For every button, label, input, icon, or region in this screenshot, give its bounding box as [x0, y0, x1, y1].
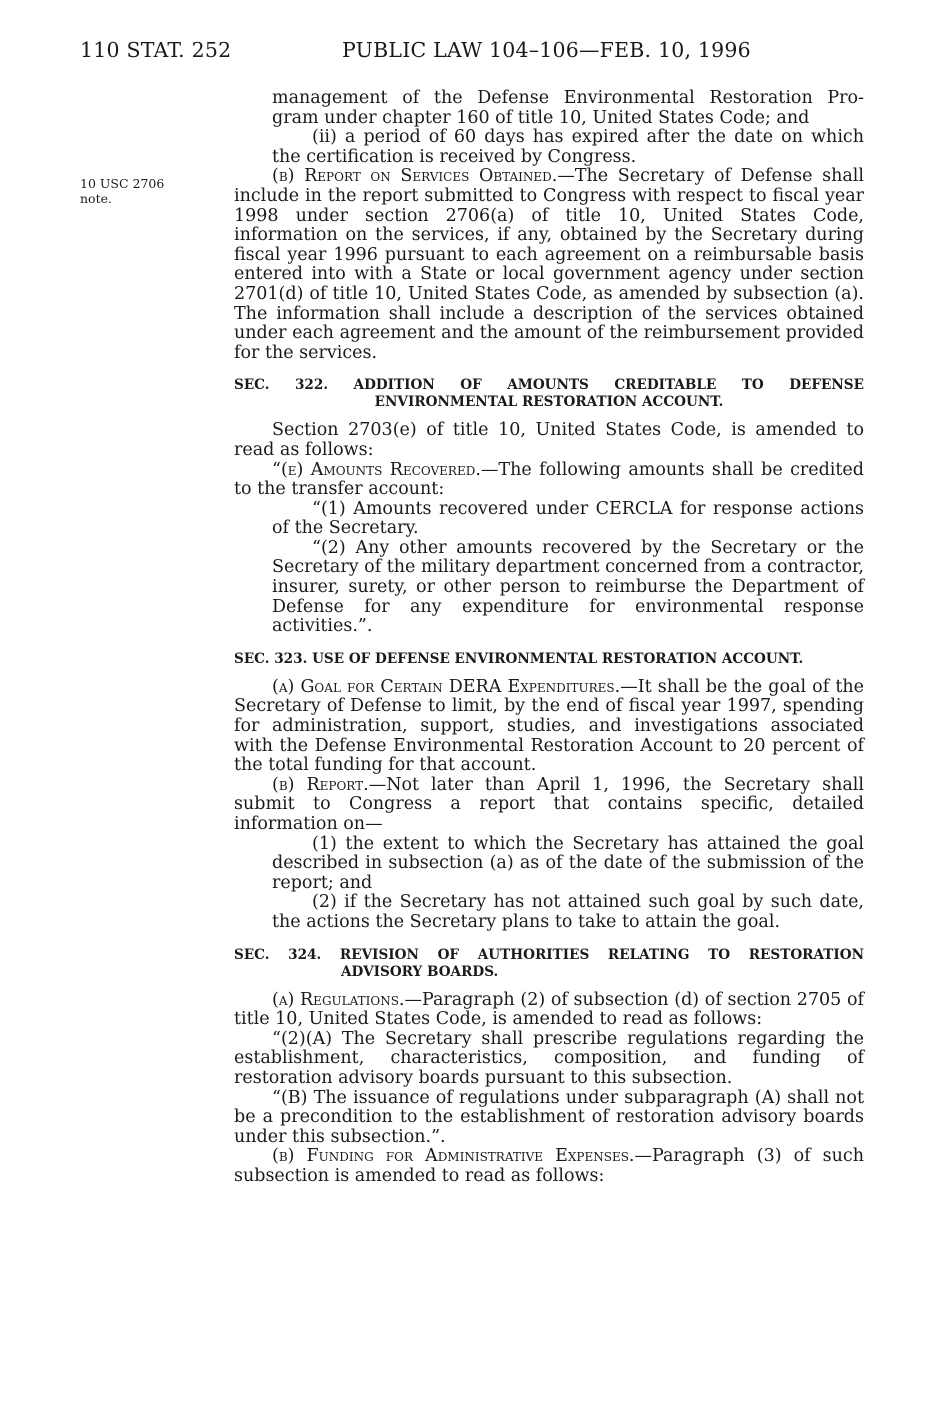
sec-324-a-text: —Paragraph (2) of subsection (d) of section 2705 of title 10, United States Code, is amended to read as follows:: [234, 989, 864, 1030]
sec-323-item-1: (1) the extent to which the Secretary has attained the goal described in subsection (a) as of the date of the submission of the report; and: [272, 833, 864, 893]
sec-324-heading: [234, 947, 864, 981]
law-title: PUBLIC LAW 104–106—FEB. 10, 1996: [342, 38, 751, 62]
sec-323-item-2: (2) if the Secretary has not attained such goal by such date, the actions the Secretary plans to take to attain the goal.: [272, 892, 864, 932]
sec-324-title-line2: ADVISORY BOARDS.: [341, 963, 499, 980]
sec-324-subsection-b: [234, 1147, 864, 1186]
cont-line-2: gram under chapter 160 of title 10, United States Code; and: [272, 107, 810, 128]
sec-322-title-line2: ENVIRONMENTAL RESTORATION ACCOUNT.: [374, 394, 724, 411]
sec-322-e-text: —The following amounts shall be credited to the transfer account:: [234, 459, 864, 500]
sec-323-a-heading: (a) Goal for Certain DERA Expenditures.: [272, 676, 621, 697]
usc-citation: 10 USC 2706: [80, 176, 165, 191]
document-body: [234, 89, 864, 1187]
clause-ii: (ii) a period of 60 days has expired after the date on which the certification is received by Congress.: [272, 127, 864, 167]
statute-page-ref: 110 STAT. 252: [80, 38, 232, 62]
sec-322-e-heading: “(e) Amounts Recovered.: [272, 459, 481, 480]
subsection-b-text: —The Secretary of Defense shall include in the report submitted to Congress with respect to fiscal year 1998 under section 2706(a) of title 10, United States Code, information on the services, if any, obtained by the Secretary during fiscal year 1996 pursuant to each agreement on a reimbursable basis entered into with a State or local government agency under section 2701(d) of title 10, United States Code, as amended by subsection (a). The information shall include a description of the services obtained under each agreement and the amount of the reimbursement provided for the services.: [234, 166, 865, 363]
sec-322-subsection-e: [234, 461, 864, 500]
sec-322-intro: Section 2703(e) of title 10, United States Code, is amended to read as follows:: [234, 420, 864, 460]
sec-324-quote-a: “(2)(A) The Secretary shall prescribe regulations regarding the establishment, characteristics, composition, and funding of restoration advisory boards pursuant to this subsection.: [234, 1028, 864, 1088]
sec-322-item-2: “(2) Any other amounts recovered by the Secretary or the Secretary of the military department concerned from a contractor, insurer, surety, or other person to reimburse the Department of Defense for any expenditure for environmental response activities.”.: [272, 537, 864, 637]
sec-323-b-text: —Not later than April 1, 1996, the Secretary shall submit to Congress a report that contains specific, detailed information on—: [234, 774, 865, 834]
page-header: [0, 38, 948, 70]
sec-324-title-line1: SEC. 324. REVISION OF AUTHORITIES RELATING TO RESTORATION: [234, 946, 864, 963]
sec-323-title: SEC. 323. USE OF DEFENSE ENVIRONMENTAL RESTORATION ACCOUNT.: [234, 650, 804, 667]
usc-note-label: note.: [80, 191, 112, 206]
continued-paragraph: [234, 89, 864, 167]
subsection-b-heading: (b) Report on Services Obtained.: [272, 166, 558, 187]
sec-323-subsection-b: [234, 776, 864, 835]
subsection-b-report: [234, 167, 864, 363]
usc-margin-note: [80, 176, 164, 206]
sec-323-a-text: —It shall be the goal of the Secretary of Defense to limit, by the end of fiscal year 1997, spending for administration, support, studies, and investigations associated with the Defense Environmental Restoration Account to 20 percent of the total funding for that account.: [234, 676, 864, 776]
sec-323-subsection-a: [234, 678, 864, 776]
sec-324-a-heading: (a) Regulations.: [272, 989, 405, 1010]
sec-324-quote-b: “(B) The issuance of regulations under subparagraph (A) shall not be a precondition to the establishment of restoration advisory boards under this subsection.”.: [234, 1087, 864, 1147]
sec-322-item-1: “(1) Amounts recovered under CERCLA for response actions of the Secretary.: [272, 498, 864, 539]
sec-322-title-line1: SEC. 322. ADDITION OF AMOUNTS CREDITABLE TO DEFENSE: [234, 377, 864, 394]
sec-324-b-heading: (b) Funding for Administrative Expenses.: [272, 1146, 635, 1167]
sec-324-subsection-a: [234, 991, 864, 1030]
sec-322-heading: [234, 377, 864, 411]
cont-line-1: management of the Defense Environmental Restoration Pro-: [272, 88, 864, 108]
sec-324-b-text: —Paragraph (3) of such subsection is amended to read as follows:: [234, 1146, 864, 1186]
sec-323-b-heading: (b) Report.: [272, 774, 369, 795]
